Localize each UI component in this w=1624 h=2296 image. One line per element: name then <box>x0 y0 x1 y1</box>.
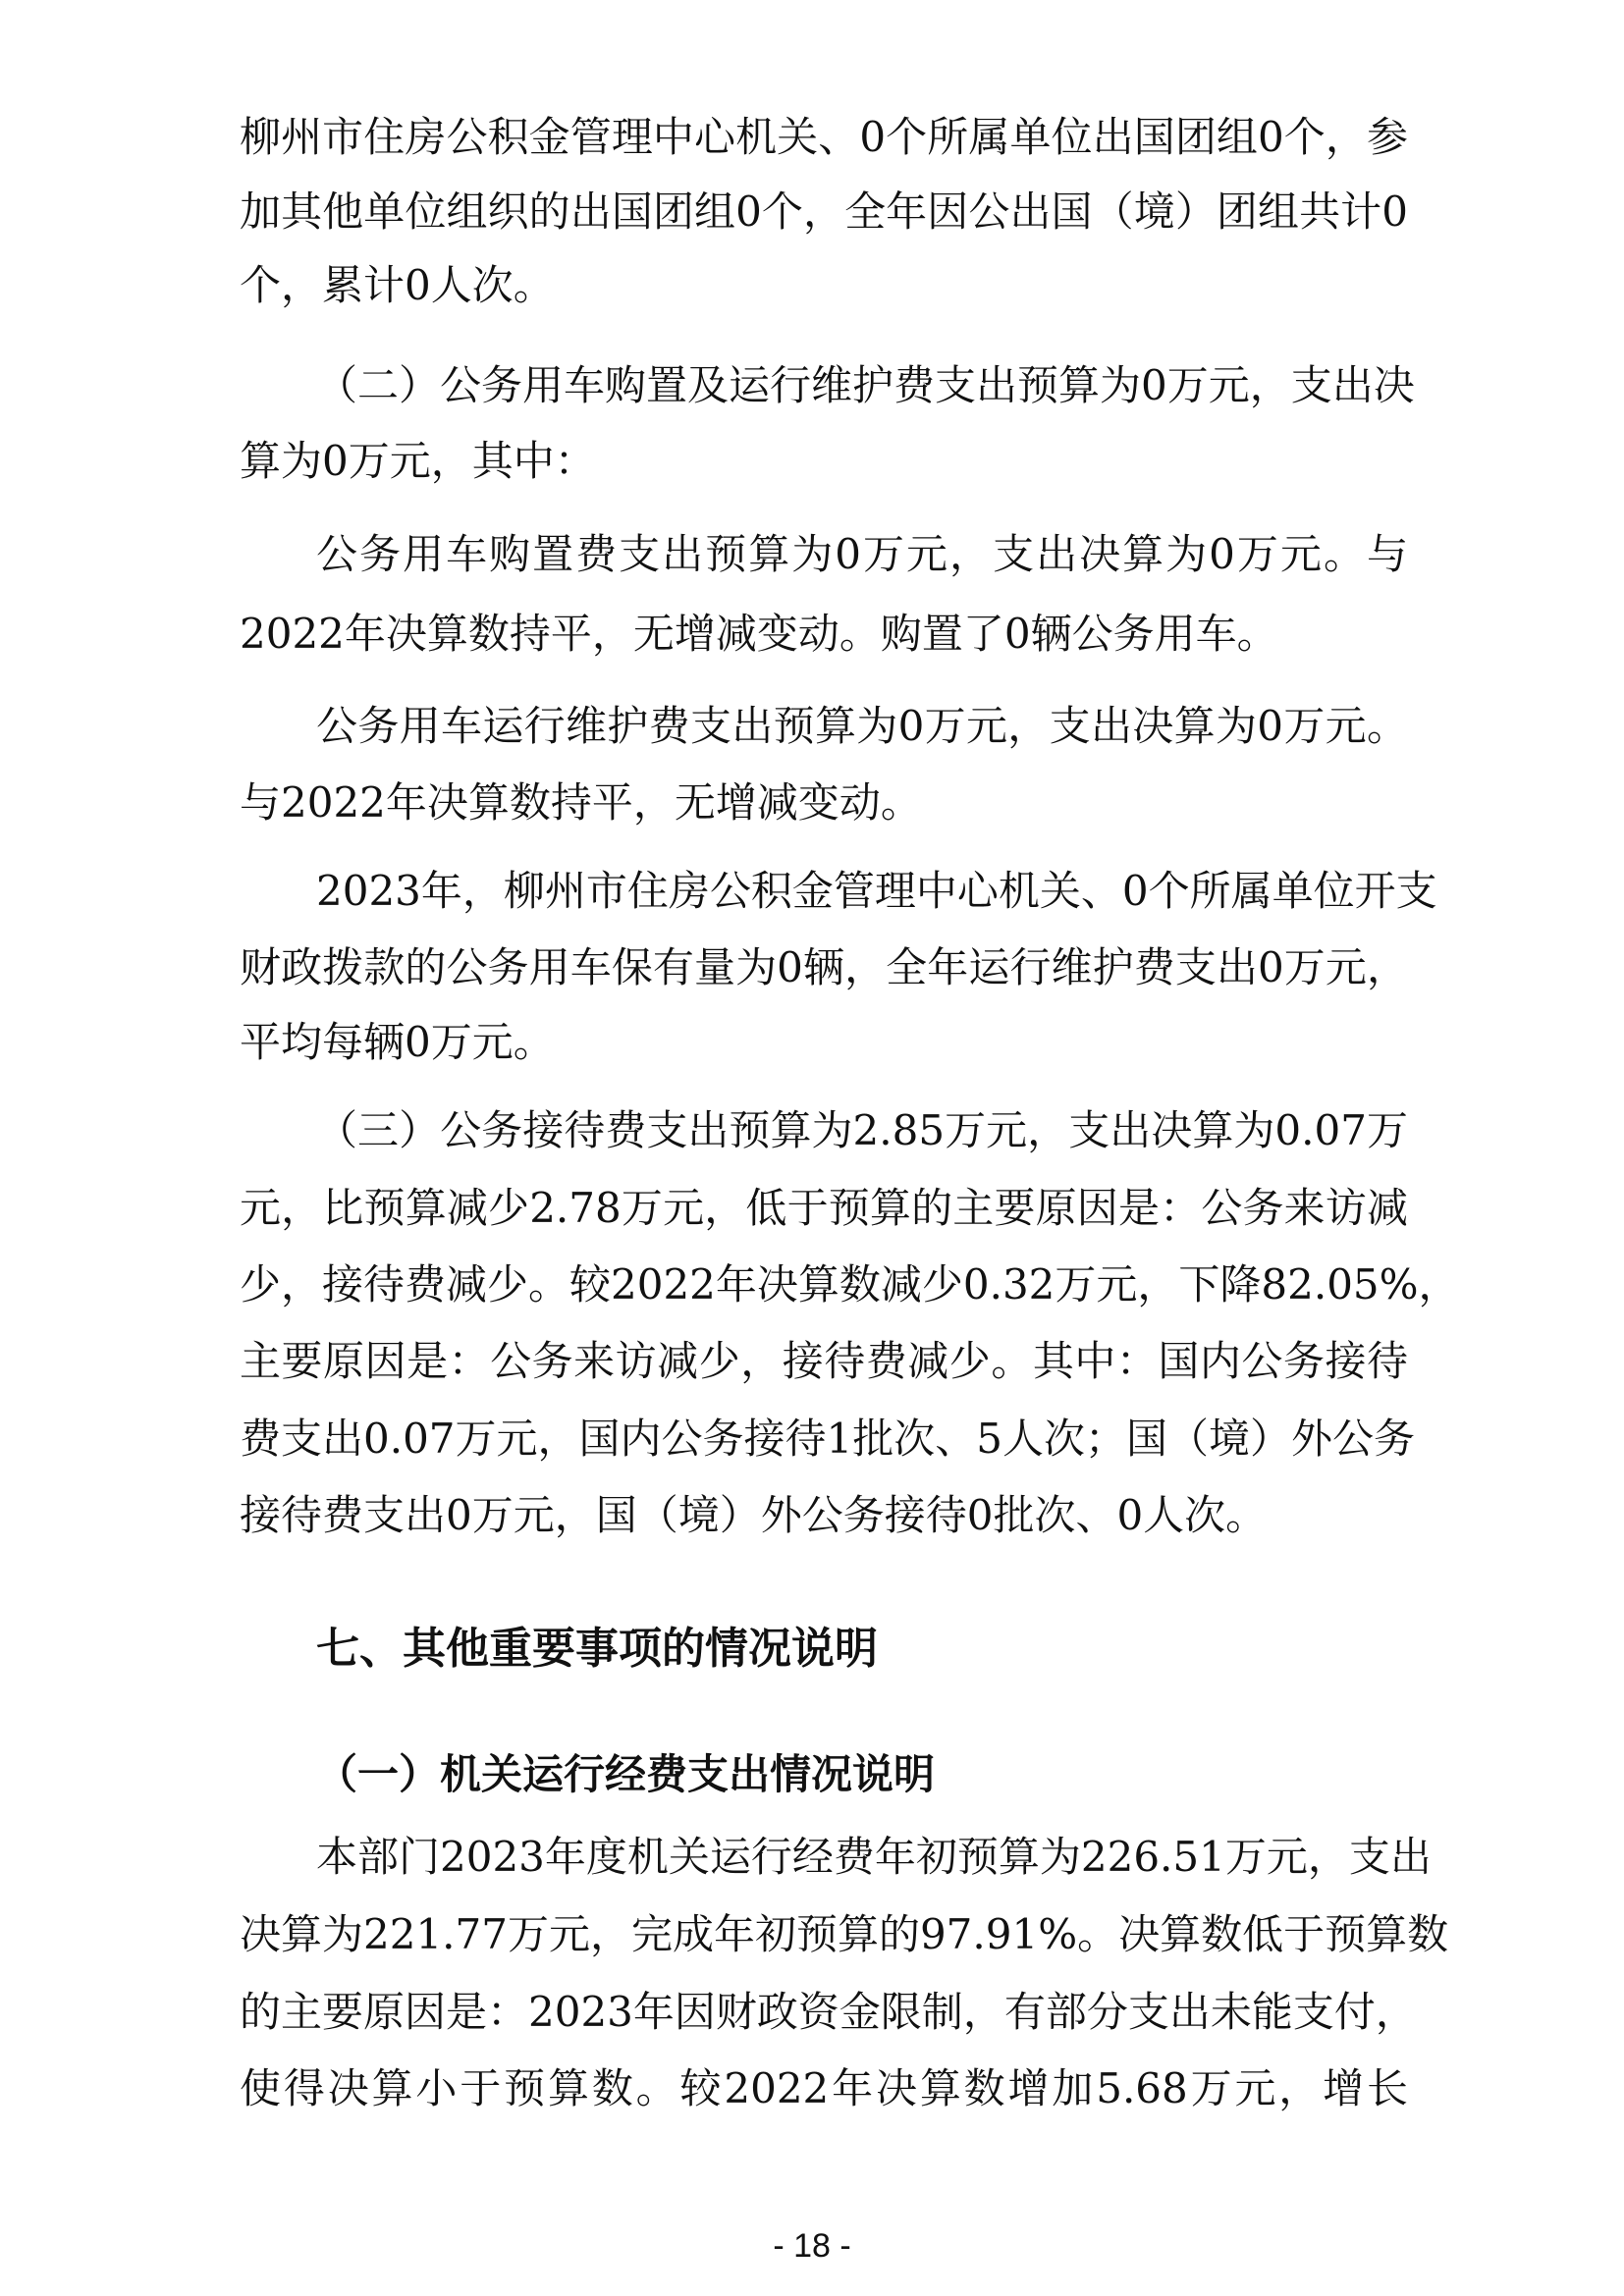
text-line: 2022年决算数持平，无增减变动。购置了0辆公务用车。 <box>240 610 1278 658</box>
text-line: 公务用车购置费支出预算为0万元，支出决算为0万元。与 <box>316 530 1408 578</box>
text-line: 与2022年决算数持平，无增减变动。 <box>240 778 922 827</box>
section-heading: 七、其他重要事项的情况说明 <box>316 1624 878 1674</box>
text-line: 公务用车运行维护费支出预算为0万元，支出决算为0万元。 <box>316 702 1408 750</box>
text-line: 少，接待费减少。较2022年决算数减少0.32万元，下降82.05%， <box>240 1260 1460 1308</box>
text-line: 决算为221.77万元，完成年初预算的97.91%。决算数低于预算数 <box>240 1910 1449 1958</box>
text-line: 费支出0.07万元，国内公务接待1批次、5人次；国（境）外公务 <box>240 1415 1415 1463</box>
text-line: 柳州市住房公积金管理中心机关、0个所属单位出国团组0个，参 <box>240 113 1408 161</box>
page-number: - 18 - <box>773 2227 851 2265</box>
text-line: 财政拨款的公务用车保有量为0辆，全年运行维护费支出0万元， <box>240 943 1408 991</box>
text-line: 主要原因是：公务来访减少，接待费减少。其中：国内公务接待 <box>240 1337 1408 1385</box>
text-line: 算为0万元，其中： <box>240 437 596 485</box>
text-line: （三）公务接待费支出预算为2.85万元，支出决算为0.07万 <box>316 1106 1408 1154</box>
text-line: 接待费支出0万元，国（境）外公务接待0批次、0人次。 <box>240 1491 1268 1539</box>
text-line: 加其他单位组织的出国团组0个，全年因公出国（境）团组共计0 <box>240 187 1408 236</box>
text-line: （二）公务用车购置及运行维护费支出预算为0万元，支出决 <box>316 361 1415 409</box>
text-line: 平均每辆0万元。 <box>240 1018 555 1066</box>
text-line: 个，累计0人次。 <box>240 261 555 309</box>
subsection-heading: （一）机关运行经费支出情况说明 <box>316 1750 936 1798</box>
text-line: 使得决算小于预算数。较2022年决算数增加5.68万元，增长 <box>240 2064 1408 2112</box>
text-line: 元，比预算减少2.78万元，低于预算的主要原因是：公务来访减 <box>240 1184 1408 1232</box>
text-line: 的主要原因是：2023年因财政资金限制，有部分支出未能支付， <box>240 1988 1417 2036</box>
text-line: 本部门2023年度机关运行经费年初预算为226.51万元，支出 <box>316 1833 1432 1881</box>
text-line: 2023年，柳州市住房公积金管理中心机关、0个所属单位开支 <box>316 867 1437 915</box>
